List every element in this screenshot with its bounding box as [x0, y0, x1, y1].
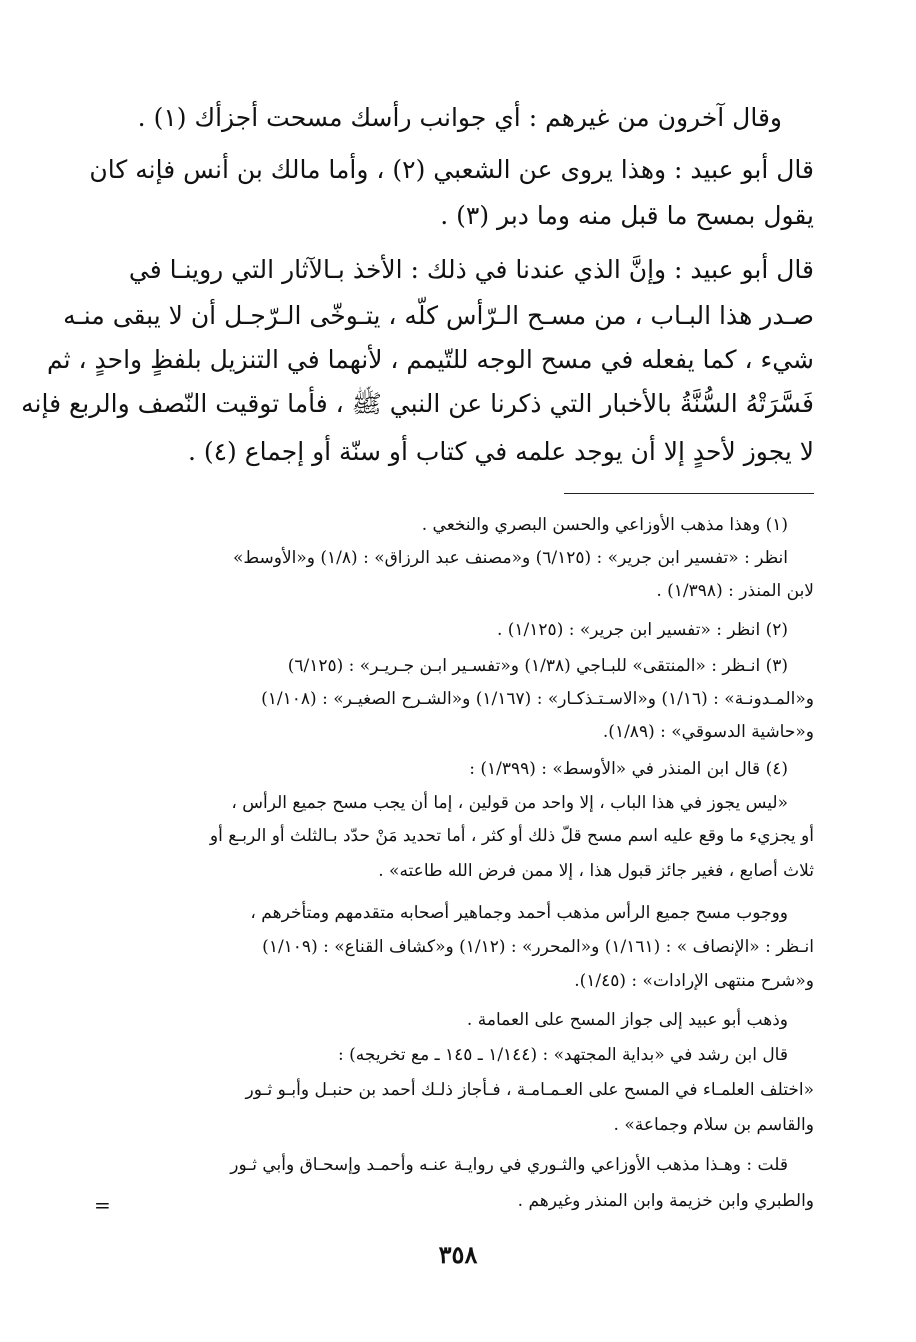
main-line: فَسَّرَتْهُ السُّنَّةُ بالأخبار التي ذكرنا عن النبي ﷺ ، فأما توقيت النّصف والربع فإنه	[21, 389, 814, 418]
main-line: يقول بمسح ما قبل منه وما دبر (٣) .	[440, 201, 814, 230]
footnote-line: قلت : وهـذا مذهب الأوزاعي والثـوري في روايـة عنـه وأحمـد وإسحـاق وأبي ثـور	[230, 1155, 788, 1175]
footnote-line: أو يجزيء ما وقع عليه اسم مسح قلّ ذلك أو كثر ، أما تحديد مَنْ حدّد بـالثلث أو الربـع أو	[209, 826, 814, 846]
footnote-line: والقاسم بن سلام وجماعة» .	[613, 1115, 814, 1135]
footnote-line: انـظر : «الإنصاف » : (١/١٦١) و«المحرر» : (١/١٢) و«كشاف القناع» : (١/١٠٩)	[262, 937, 814, 957]
footnote-line: و«المـدونـة» : (١/١٦) و«الاسـتـذكـار» : (١/١٦٧) و«الشـرح الصغيـر» : (١/١٠٨)	[261, 689, 814, 709]
footnote-line: «اختلف العلمـاء في المسح على العـمـامـة ، فـأجاز ذلـك أحمد بن حنبـل وأبـو ثـور	[245, 1080, 814, 1100]
footnote-line: ثلاث أصابع ، فغير جائز قبول هذا ، إلا ممن فرض الله طاعته» .	[378, 861, 814, 881]
main-line: شيء ، كما يفعله في مسح الوجه للتّيمم ، لأنهما في التنزيل بلفظٍ واحدٍ ، ثم	[46, 345, 814, 374]
page-number: ٣٥٨	[438, 1240, 478, 1269]
footnote-line: والطبري وابن خزيمة وابن المنذر وغيرهم .	[517, 1191, 814, 1211]
footnote-line: و«حاشية الدسوقي» : (١/٨٩).	[602, 722, 814, 742]
footnote-line: وذهب أبو عبيد إلى جواز المسح على العمامة .	[466, 1010, 788, 1030]
continuation-mark: =	[94, 1193, 111, 1217]
footnote-line: (٤) قال ابن المنذر في «الأوسط» : (١/٣٩٩) :	[469, 759, 788, 779]
main-line: لا يجوز لأحدٍ إلا أن يوجد علمه في كتاب أو سنّة أو إجماع (٤) .	[187, 437, 814, 466]
footnote-line: ووجوب مسح جميع الرأس مذهب أحمد وجماهير أصحابه متقدمهم ومتأخرهم ،	[250, 903, 788, 923]
footnote-line: «ليس يجوز في هذا الباب ، إلا واحد من قولين ، إما أن يجب مسح جميع الرأس ،	[231, 793, 788, 813]
main-line: صـدر هذا البـاب ، من مسـح الـرّأس كلّه ، يتـوخّى الـرّجـل أن لا يبقى منـه	[63, 301, 814, 330]
footnote-divider	[564, 493, 814, 494]
footnote-line: قال ابن رشد في «بداية المجتهد» : (١/١٤٤ ـ ١٤٥ ـ مع تخريجه) :	[337, 1045, 788, 1065]
main-line: قال أبو عبيد : وإنَّ الذي عندنا في ذلك : الأخذ بـالآثار التي روينـا في	[128, 255, 814, 284]
footnote-line: انظر : «تفسير ابن جرير» : (٦/١٢٥) و«مصنف عبد الرزاق» : (١/٨) و«الأوسط»	[232, 548, 788, 568]
main-line: وقال آخرون من غيرهم : أي جوانب رأسك مسحت أجزأك (١) .	[137, 103, 782, 132]
footnote-line: (١) وهذا مذهب الأوزاعي والحسن البصري والنخعي .	[421, 515, 788, 535]
main-line: قال أبو عبيد : وهذا يروى عن الشعبي (٢) ، وأما مالك بن أنس فإنه كان	[89, 155, 814, 184]
footnote-line: لابن المنذر : (١/٣٩٨) .	[656, 581, 814, 601]
footnote-line: و«شرح منتهى الإرادات» : (١/٤٥).	[574, 971, 814, 991]
footnote-line: (٢) انظر : «تفسير ابن جرير» : (١/١٢٥) .	[496, 620, 788, 640]
footnote-line: (٣) انـظر : «المنتقى» للبـاجي (١/٣٨) و«تفسـير ابـن جـريـر» : (٦/١٢٥)	[287, 656, 788, 676]
